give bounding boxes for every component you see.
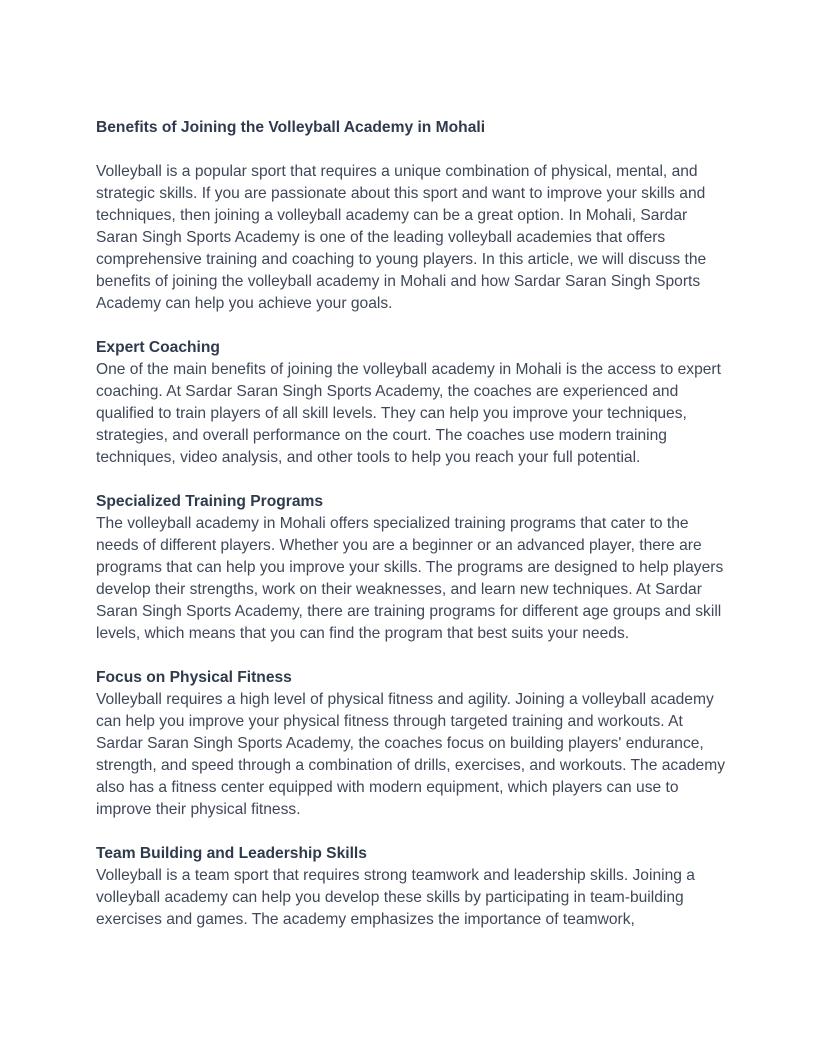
- section-body: Volleyball is a team sport that requires strong teamwork and leadership skills. Joining a volleyball academy can help you develop these skills by participating in team-building exercises and games. The academy emphasizes the importance of teamwork,: [96, 867, 695, 928]
- section-heading: Team Building and Leadership Skills: [96, 845, 367, 862]
- section-body: One of the main benefits of joining the volleyball academy in Mohali is the access to expert coaching. At Sardar Saran Singh Sports Academy, the coaches are experienced and qualified to train players of all skill levels. They can help you improve your techniques, strategies, and overall performance on the court. The coaches use modern training techniques, video analysis, and other tools to help you reach your full potential.: [96, 361, 721, 466]
- section-physical-fitness: [96, 667, 726, 821]
- document-page: [96, 117, 726, 931]
- section-body: The volleyball academy in Mohali offers specialized training programs that cater to the needs of different players. Whether you are a beginner or an advanced player, there are programs that can help you improve your skills. The programs are designed to help players develop their strengths, work on their weaknesses, and learn new techniques. At Sardar Saran Singh Sports Academy, there are training programs for different age groups and skill levels, which means that you can find the program that best suits your needs.: [96, 515, 724, 642]
- section-heading: Focus on Physical Fitness: [96, 669, 292, 686]
- section-team-building: [96, 843, 726, 931]
- section-body: Volleyball requires a high level of physical fitness and agility. Joining a volleyball academy can help you improve your physical fitness through targeted training and workouts. At Sardar Saran Singh Sports Academy, the coaches focus on building players' endurance, strength, and speed through a combination of drills, exercises, and workouts. The academy also has a fitness center equipped with modern equipment, which players can use to improve their physical fitness.: [96, 691, 726, 818]
- document-title: Benefits of Joining the Volleyball Academy in Mohali: [96, 119, 486, 136]
- intro-paragraph: Volleyball is a popular sport that requires a unique combination of physical, mental, and strategic skills. If you are passionate about this sport and want to improve your skills and techniques, then joining a volleyball academy can be a great option. In Mohali, Sardar Saran Singh Sports Academy is one of the leading volleyball academies that offers comprehensive training and coaching to young players. In this article, we will discuss the benefits of joining the volleyball academy in Mohali and how Sardar Saran Singh Sports Academy can help you achieve your goals.: [96, 163, 707, 312]
- section-expert-coaching: [96, 337, 726, 469]
- section-specialized-training: [96, 491, 726, 645]
- section-heading: Expert Coaching: [96, 339, 220, 356]
- section-heading: Specialized Training Programs: [96, 493, 324, 510]
